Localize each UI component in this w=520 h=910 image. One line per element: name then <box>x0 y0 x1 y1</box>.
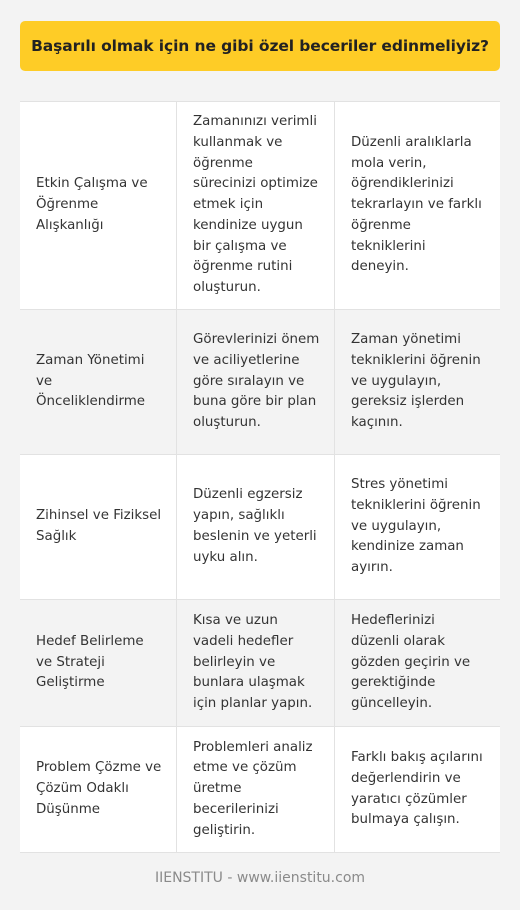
description-cell: Zamanınızı verimli kullanmak ve öğrenme sürecinizi optimize etmek için kendinize uygun bir çalışma ve öğrenme rutini oluşturun. <box>176 102 334 309</box>
title-banner <box>20 21 500 71</box>
skill-cell: Zaman Yönetimi ve Önceliklendirme <box>36 352 146 410</box>
tip-cell: Farklı bakış açılarını değerlendirin ve yaratıcı çözümler bulmaya çalışın. <box>334 727 500 852</box>
table-row <box>20 726 500 852</box>
table-row <box>20 599 500 726</box>
description-cell: Kısa ve uzun vadeli hedefler belirleyin ve bunlara ulaşmak için planlar yapın. <box>176 600 334 726</box>
skill-cell: Etkin Çalışma ve Öğrenme Alışkanlığı <box>36 176 148 233</box>
footer-credit: IIENSTITU - www.iienstitu.com <box>154 870 366 886</box>
table-row <box>20 102 500 309</box>
skills-table <box>20 101 500 853</box>
table-row <box>20 309 500 454</box>
tip-cell: Stres yönetimi tekniklerini öğrenin ve uygulayın, kendinize zaman ayırın. <box>334 455 500 599</box>
table-row <box>20 454 500 599</box>
description-cell: Problemleri analiz etme ve çözüm üretme becerilerinizi geliştirin. <box>176 727 334 852</box>
tip-cell: Zaman yönetimi tekniklerini öğrenin ve uygulayın, gereksiz işlerden kaçının. <box>334 310 500 454</box>
tip-cell: Hedeflerinizi düzenli olarak gözden geçirin ve gerektiğinde güncelleyin. <box>334 600 500 726</box>
skill-cell: Problem Çözme ve Çözüm Odaklı Düşünme <box>36 760 162 817</box>
description-cell: Görevlerinizi önem ve aciliyetlerine göre sıralayın ve buna göre bir plan oluşturun. <box>176 310 334 454</box>
tip-cell: Düzenli aralıklarla mola verin, öğrendiklerinizi tekrarlayın ve farklı öğrenme tekniklerini deneyin. <box>334 102 500 309</box>
skill-cell: Zihinsel ve Fiziksel Sağlık <box>36 508 162 544</box>
skill-cell: Hedef Belirleme ve Strateji Geliştirme <box>36 633 144 691</box>
page-title: Başarılı olmak için ne gibi özel beceriler edinmeliyiz? <box>31 37 489 55</box>
description-cell: Düzenli egzersiz yapın, sağlıklı beslenin ve yeterli uyku alın. <box>176 455 334 599</box>
